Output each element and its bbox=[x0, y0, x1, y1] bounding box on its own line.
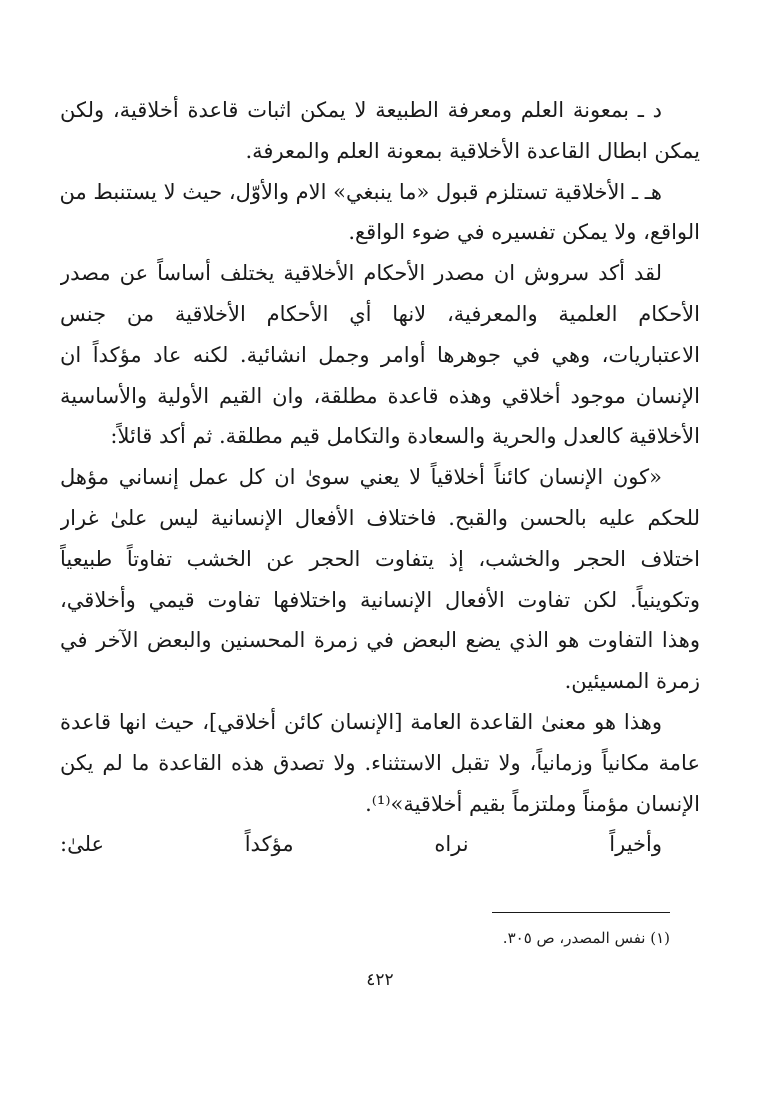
body-text bbox=[60, 90, 700, 865]
text-line: د ـ بمعونة العلم ومعرفة الطبيعة لا يمكن اثبات قاعدة أخلاقية، ولكن bbox=[60, 98, 662, 122]
text-line: الأحكام العلمية والمعرفية، لانها أي الأحكام الأخلاقية من جنس bbox=[60, 301, 700, 326]
text-line: يمكن ابطال القاعدة الأخلاقية بمعونة العلم والمعرفة. bbox=[245, 138, 700, 163]
text-line: زمرة المسيئين. bbox=[564, 669, 700, 694]
text-line: لقد أكد سروش ان مصدر الأحكام الأخلاقية يختلف أساساً عن مصدر bbox=[60, 261, 662, 286]
footnote: (١) نفس المصدر، ص ٣٠٥. bbox=[502, 929, 670, 947]
text-line: الإنسان مؤمناً وملتزماً بقيم أخلاقية»⁽¹⁾. bbox=[365, 791, 700, 816]
text-line: الإنسان موجود أخلاقي وهذه قاعدة مطلقة، وان القيم الأولية والأساسية bbox=[60, 383, 700, 408]
text-line: «كون الإنسان كائناً أخلاقياً لا يعني سوىٰ ان كل عمل إنساني مؤهل bbox=[60, 465, 662, 490]
text-line: وأخيراً نراه مؤكداً علىٰ: bbox=[60, 832, 662, 857]
page-number: ٤٢٢ bbox=[366, 970, 394, 990]
text-line: وهذا التفاوت هو الذي يضع البعض في زمرة المحسنين والبعض الآخر في bbox=[60, 628, 700, 653]
footnote-divider bbox=[492, 912, 670, 913]
text-line: وتكوينياً. لكن تفاوت الأفعال الإنسانية واختلافها تفاوت قيمي وأخلاقي، bbox=[60, 587, 700, 612]
text-line: الواقع، ولا يمكن تفسيره في ضوء الواقع. bbox=[348, 220, 700, 245]
text-line: اختلاف الحجر والخشب، إذ يتفاوت الحجر عن الخشب تفاوتاً طبيعياً bbox=[60, 546, 700, 571]
text-line: للحكم عليه بالحسن والقبح. فاختلاف الأفعال الإنسانية ليس علىٰ غرار bbox=[60, 505, 700, 530]
text-line: الاعتباريات، وهي في جوهرها أوامر وجمل انشائية. لكنه عاد مؤكداً ان bbox=[60, 342, 700, 367]
text-line: الأخلاقية كالعدل والحرية والسعادة والتكامل قيم مطلقة. ثم أكد قائلاً: bbox=[110, 424, 700, 449]
text-line: وهذا هو معنىٰ القاعدة العامة [الإنسان كائن أخلاقي]، حيث انها قاعدة bbox=[60, 709, 662, 734]
text-line: عامة مكانياً وزمانياً، ولا تقبل الاستثناء. ولا تصدق هذه القاعدة ما لم يكن bbox=[60, 750, 700, 775]
text-line: هـ ـ الأخلاقية تستلزم قبول «ما ينبغي» الام والأوّل، حيث لا يستنبط من bbox=[60, 179, 662, 204]
